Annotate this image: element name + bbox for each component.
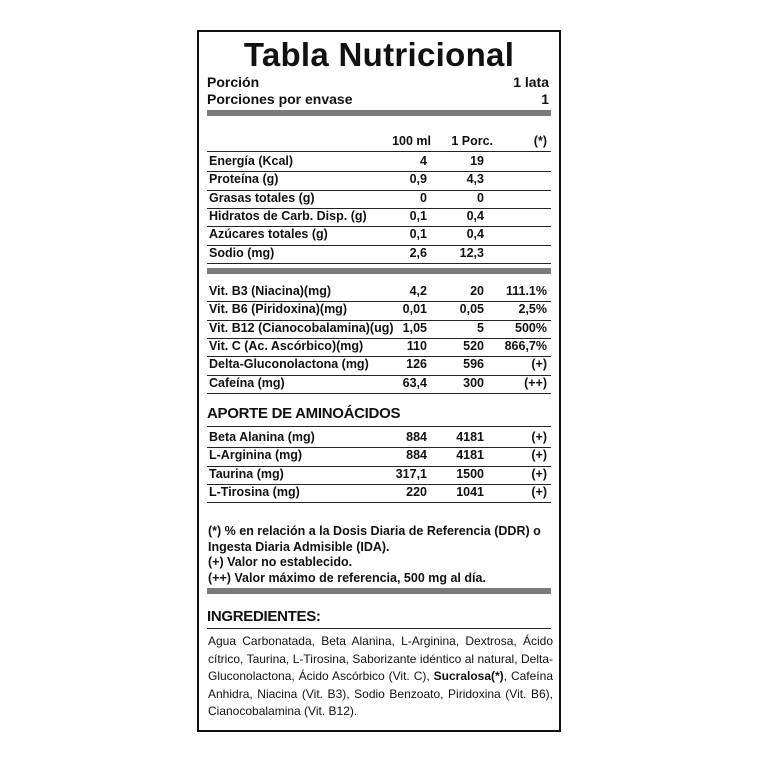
servings-per-container-value: 1 [541, 91, 549, 107]
footnote-line: (*) % en relación a la Dosis Diaria de Referencia (DDR) o [208, 524, 541, 538]
table-row [207, 227, 549, 245]
value-portion: 596 [463, 357, 484, 372]
value-100ml: 0,01 [402, 302, 427, 317]
column-header-100ml: 100 ml [392, 134, 431, 148]
value-percent: (+) [531, 466, 547, 481]
value-100ml: 0,1 [409, 227, 427, 242]
value-100ml: 4,2 [409, 284, 427, 298]
table-row [207, 209, 549, 227]
section-divider [207, 110, 551, 116]
row-label: Hidratos de Carb. Disp. (g) [209, 208, 367, 223]
value-100ml: 884 [406, 430, 427, 444]
table-row [207, 172, 549, 190]
servings-per-container-label: Porciones por envase [207, 91, 353, 107]
table-title: Tabla Nutricional [243, 36, 515, 73]
row-label: Energía (Kcal) [209, 154, 294, 168]
table-row [207, 321, 549, 339]
value-100ml: 4 [420, 154, 427, 168]
value-portion: 0,05 [459, 302, 484, 317]
value-percent: 866,7% [504, 338, 547, 353]
row-rule [207, 426, 551, 427]
footnote-line: (++) Valor máximo de referencia, 500 mg al día. [208, 570, 486, 585]
row-label: Vit. B3 (Niacina)(mg) [209, 284, 332, 298]
column-header-row [207, 134, 549, 152]
row-label: Grasas totales (g) [209, 190, 315, 205]
amino-section-title: APORTE DE AMINOÁCIDOS [207, 405, 401, 422]
row-rule [207, 263, 551, 264]
row-rule [207, 628, 551, 629]
serving-size-row [207, 74, 549, 90]
ingredients-text [208, 633, 553, 721]
value-100ml: 0 [420, 190, 427, 205]
value-100ml: 110 [406, 338, 427, 353]
value-portion: 300 [463, 375, 484, 390]
value-100ml: 884 [406, 448, 427, 463]
ingredients-part-1: Agua Carbonatada, Beta Alanina, L-Arginina, Dextrosa, Ácido cítrico, Taurina, L-Tirosina, Saborizante idéntico al natural, Delta-Gluconolactona, Ácido Ascórbico (Vit. C), [208, 634, 553, 683]
row-rule [207, 502, 551, 503]
value-percent: (+) [531, 357, 547, 372]
table-row [207, 467, 549, 485]
value-percent: (+) [531, 484, 547, 499]
value-portion: 12,3 [459, 245, 484, 260]
table-row [207, 357, 549, 375]
table-row [207, 302, 549, 320]
value-100ml: 220 [406, 484, 427, 499]
value-percent: (+) [531, 430, 547, 444]
value-portion: 1500 [456, 466, 484, 481]
value-portion: 0,4 [466, 208, 484, 223]
value-100ml: 63,4 [402, 375, 427, 390]
table-row [207, 376, 549, 394]
value-portion: 5 [477, 320, 484, 335]
row-label: Cafeína (mg) [209, 375, 285, 390]
value-100ml: 2,6 [409, 245, 427, 260]
table-row [207, 246, 549, 264]
row-label: Delta-Gluconolactona (mg) [209, 357, 369, 372]
ingredients-part-2: , Cafeína Anhidra, Niacina (Vit. B3), Sodio Benzoato, Piridoxina (Vit. B6), Cianocobalamina (Vit. B12). [208, 669, 553, 718]
value-portion: 4181 [456, 430, 484, 444]
nutrition-facts-panel [197, 30, 561, 732]
value-portion: 0,4 [466, 227, 484, 242]
value-portion: 19 [470, 154, 484, 168]
row-label: Sodio (mg) [209, 245, 275, 260]
value-percent: 500% [515, 320, 547, 335]
ingredients-sweetener: Sucralosa(*) [433, 669, 504, 683]
serving-size-label: Porción [207, 74, 260, 90]
value-percent: 111.1% [505, 284, 547, 298]
row-label: Taurina (mg) [209, 466, 284, 481]
value-portion: 0 [477, 190, 484, 205]
row-rule [207, 151, 551, 152]
ingredients-title: INGREDIENTES: [207, 608, 321, 625]
table-row [207, 430, 549, 448]
row-label: Vit. C (Ac. Ascórbico)(mg) [209, 338, 364, 353]
value-percent: 2,5% [518, 302, 547, 317]
footnotes [208, 524, 553, 586]
row-label: Vit. B12 (Cianocobalamina)(ug) [209, 320, 394, 335]
value-portion: 4,3 [466, 172, 484, 187]
value-percent: (+) [531, 448, 547, 463]
row-label: L-Tirosina (mg) [209, 484, 300, 499]
row-label: Beta Alanina (mg) [209, 430, 315, 444]
table-row [207, 448, 549, 466]
table-row [207, 191, 549, 209]
table-row [207, 485, 549, 503]
value-100ml: 0,1 [409, 208, 427, 223]
footnote-line: Ingesta Diaria Admisible (IDA). [208, 539, 390, 554]
servings-per-container-row [207, 91, 549, 107]
row-label: L-Arginina (mg) [209, 448, 303, 463]
value-100ml: 1,05 [402, 320, 427, 335]
section-divider [207, 268, 551, 274]
value-portion: 20 [470, 284, 484, 298]
section-divider [207, 588, 551, 594]
row-label: Azúcares totales (g) [209, 227, 328, 242]
value-percent: (++) [524, 375, 547, 390]
table-row [207, 339, 549, 357]
value-portion: 520 [463, 338, 484, 353]
table-row [207, 284, 549, 302]
table-row [207, 154, 549, 172]
serving-size-value: 1 lata [513, 74, 549, 90]
footnote-line: (+) Valor no establecido. [208, 555, 353, 569]
row-rule [207, 393, 551, 394]
value-100ml: 126 [406, 357, 427, 372]
value-100ml: 317,1 [395, 466, 427, 481]
value-portion: 4181 [456, 448, 484, 463]
value-100ml: 0,9 [409, 172, 427, 187]
value-portion: 1041 [456, 484, 484, 499]
row-label: Proteína (g) [209, 172, 279, 187]
column-header-portion: 1 Porc. [451, 134, 493, 148]
column-header-percent: (*) [533, 134, 547, 148]
row-label: Vit. B6 (Piridoxina)(mg) [209, 302, 347, 317]
